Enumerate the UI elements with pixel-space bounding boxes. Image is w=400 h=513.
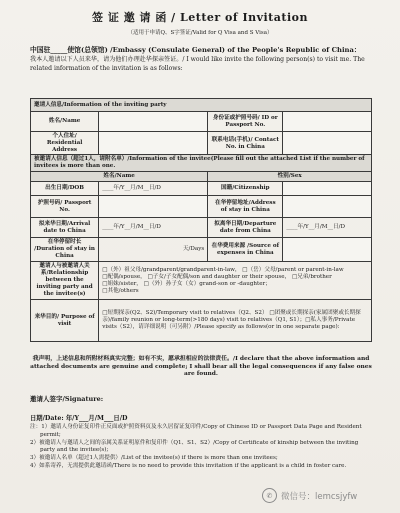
purpose-option[interactable]: □短期探亲(Q2、S2)/Temporary visit to relatives（Q2、S2） □团聚或长期探亲(家属团聚或长期探亲)/family reunion or long-term(>180 days) visit to relatives（Q1, S1）；□私人事务/Private visits（S2），请详细说明（可另附）/Please specify as follows(or in one separate page): (102, 310, 361, 330)
signature-label[interactable]: 邀请人签字/Signature: (30, 395, 104, 403)
invitee-dob-field[interactable]: ____年/Y__月/M__日/D (99, 182, 208, 196)
invitee-arrival-field[interactable]: ____年/Y__月/M__日/D (99, 218, 208, 238)
invitee-expense-field[interactable] (283, 238, 372, 262)
invitee-nationality-field[interactable] (283, 182, 372, 196)
note-item: 注：1）邀请人身份证复印件正反面或护照资料页及永久居留证复印件/Copy of Chinese ID or Passport Data Page and Resident permit; (30, 424, 362, 438)
inviter-name-label: 姓名/Name (31, 112, 99, 132)
inviter-phone-label: 联系电话(手机)/ Contact No. in China (208, 132, 283, 156)
note-item: 3）被邀请人名单（超过1人需提供）/List of the invitee(s) if there is more than one invitees; (30, 455, 278, 462)
invitee-dob-label: 出生日期/DOB (31, 182, 99, 196)
inviter-phone-field[interactable] (283, 132, 372, 156)
invitee-name-label: 姓名/Name (31, 172, 208, 182)
relationship-label: 邀请人与被邀请人关系/Relationship between the inviting party and the invitee(s) (31, 262, 99, 300)
inviter-address-field[interactable] (99, 132, 208, 156)
relationship-option[interactable]: □其他/others (102, 287, 139, 294)
invitee-sex-label: 性别/Sex (208, 172, 372, 182)
inviter-header: 邀请人信息/Information of the inviting party (31, 99, 372, 112)
purpose-options (99, 300, 372, 342)
watermark-text: 微信号：lemcsjyfw (281, 491, 358, 502)
inviter-table (30, 98, 372, 156)
addressee-line: 中国驻_____使馆(总领馆) /Embassy (Consulate General) of the People's Republic of China： (30, 46, 361, 54)
invitee-address-label: 在华停留地址/Address of stay in China (208, 196, 283, 218)
invitee-arrival-label: 拟来华日期/Arrival date to China (31, 218, 99, 238)
invitee-departure-field[interactable]: ____年/Y__月/M__日/D (283, 218, 372, 238)
relationship-option[interactable]: □姐妹/sister， □（外）孙子女（女）grand-son or -daughter； (102, 280, 271, 287)
relationship-option[interactable]: □配偶/spouse， □子女/子女配偶/son and daughter or their spouse， □兄弟/brother (102, 273, 332, 280)
document-title: 签 证 邀 请 函 / Letter of Invitation (92, 11, 308, 24)
date-line[interactable]: 日期/Date: 年/Y___月/M___日/D (30, 415, 128, 422)
wechat-icon: ✆ (262, 488, 277, 503)
relationship-option[interactable]: □（外）祖父母/grandparent/grandparent-in-law， □（岳）父母/parent or parent-in-law (102, 266, 344, 273)
wechat-watermark (262, 488, 357, 503)
document-subtitle: （适用于申请Q、S字签证/Valid for Q Visa and S Visa） (127, 30, 273, 36)
note-item: 4）如系寄养，无需提供此邀请函/There is no need to provide this invitation if the applicant is a child in foster care. (30, 462, 347, 469)
intro-paragraph: 我本人邀请以下人员来华，请为他们办理赴华探亲签证。/ I would like invite the following person(s) to visit me. The related information of the invitation is as follows: (30, 56, 365, 72)
invitee-departure-label: 拟离华日期/Departure date from China (208, 218, 283, 238)
inviter-name-field[interactable] (99, 112, 208, 132)
inviter-address-label: 个人住址/ Residential Address (31, 132, 99, 156)
relationship-options (99, 262, 372, 300)
invitee-duration-label: 在华停留时长 /Duration of stay in China (31, 238, 99, 262)
invitee-nationality-label: 国籍/Citizenship (208, 182, 283, 196)
note-item: 2）被邀请人与邀请人之间的亲属关系证明原件和复印件（Q1、S1、S2）/Copy of Certificate of kinship between the inviting party and the invitee(s); (30, 439, 359, 454)
notes-list (30, 424, 372, 471)
invitee-passport-label: 护照号码/ Passport No. (31, 196, 99, 218)
inviter-id-field[interactable] (283, 112, 372, 132)
invitee-passport-field[interactable] (99, 196, 208, 218)
invitee-table (30, 154, 372, 342)
attestation-statement: 我声明，上述信息和所附材料真实完整；如有不实，愿承担相应的法律责任。/I declare that the above information and attached documents are genuine and complete; I shall bear all the legal consequences if any false ones are found. (30, 355, 372, 378)
invitee-address-field[interactable] (283, 196, 372, 218)
inviter-id-label: 身份证或护照号码/ ID or Passport No. (208, 112, 283, 132)
invitee-header: 被邀请人信息（超过1人，请附名单）/Information of the invitee(Please fill out the attached List if the number of invitees is more than one. (31, 155, 372, 172)
purpose-label: 来华目的/ Purpose of visit (31, 300, 99, 342)
invitee-duration-field[interactable]: 天/Days (99, 238, 208, 262)
invitee-expense-label: 在华费用来源 /Source of expenses in China (208, 238, 283, 262)
